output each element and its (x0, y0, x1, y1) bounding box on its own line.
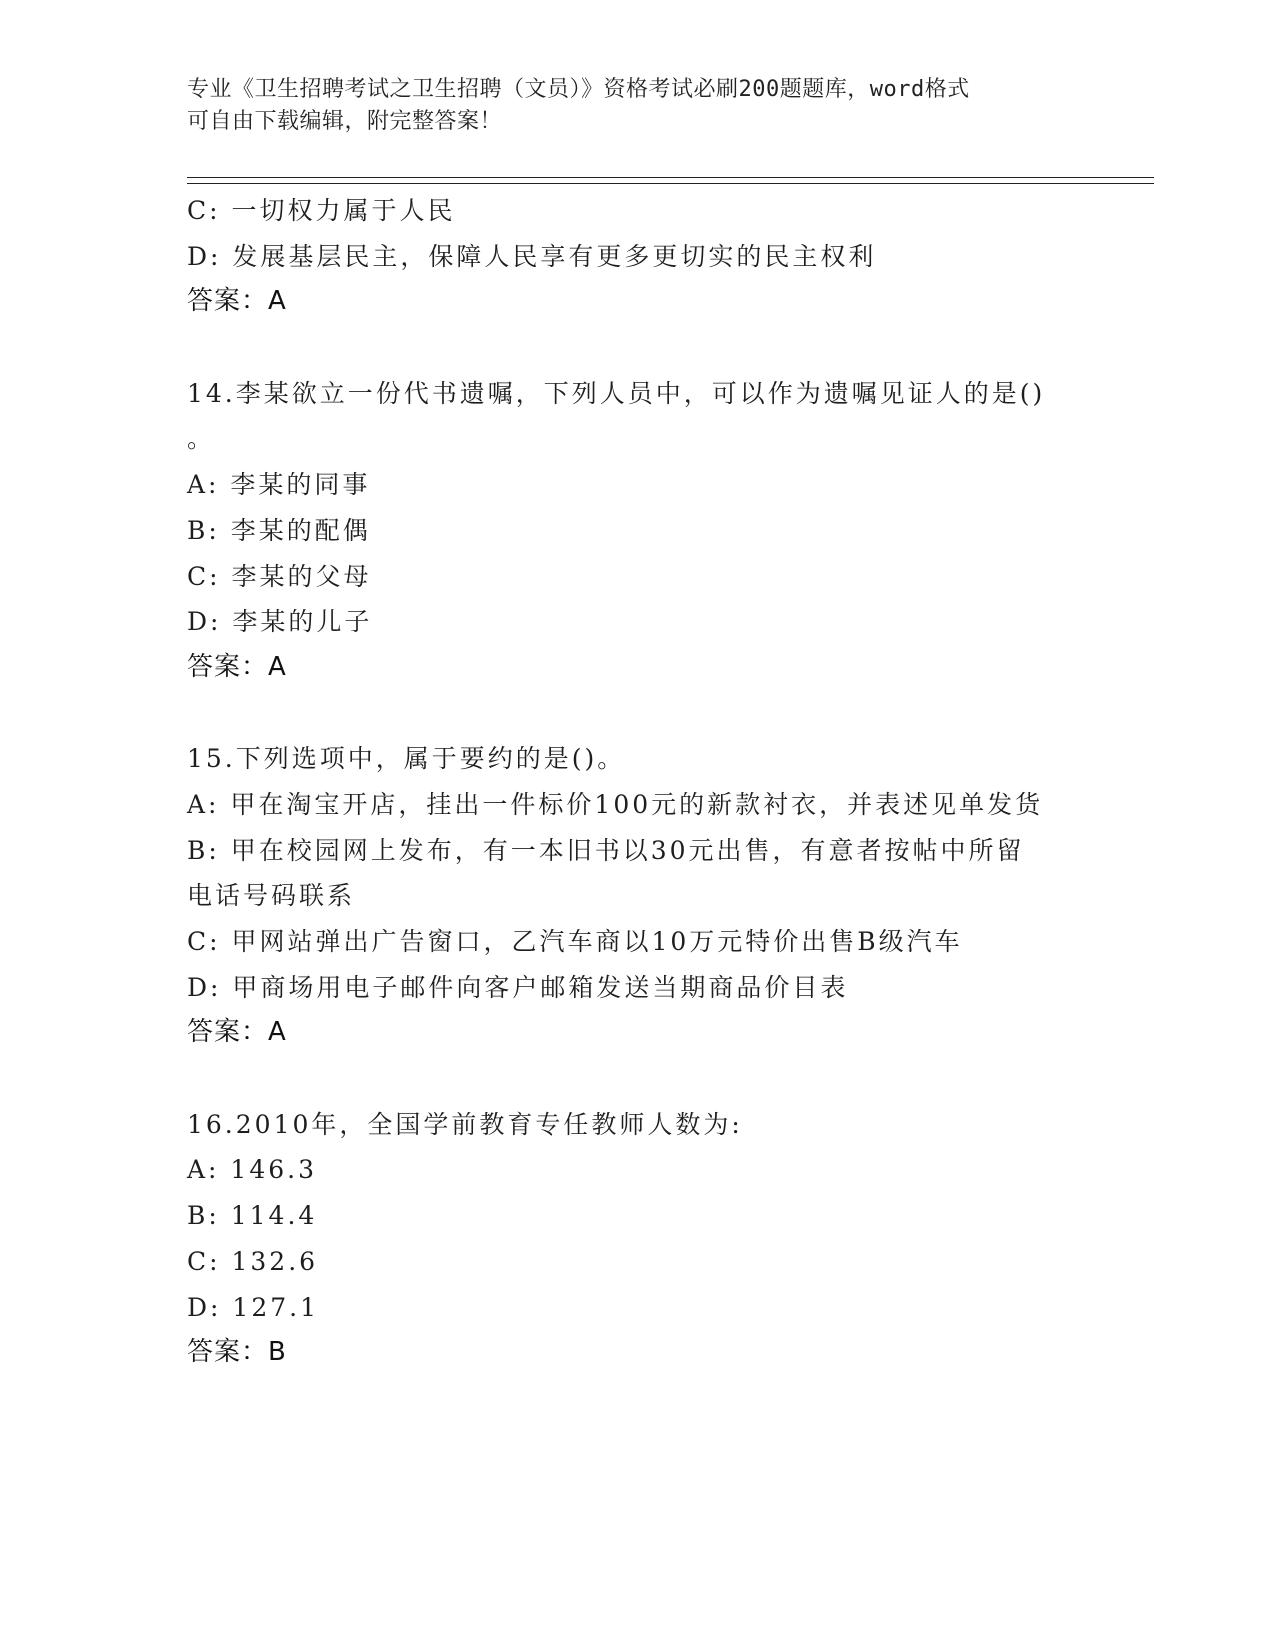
option-c: C: 李某的父母 (187, 561, 372, 591)
option-a: A: 146.3 (187, 1155, 317, 1185)
answer-line: 答案：A (187, 286, 287, 317)
option-a: A: 李某的同事 (187, 470, 371, 500)
option-b: B: 甲在校园网上发布，有一本旧书以30元出售，有意者按帖中所留 (187, 835, 1025, 865)
question-stem: 14.李某欲立一份代书遗嘱，下列人员中，可以作为遗嘱见证人的是() (187, 378, 1046, 408)
option-c: C: 132.6 (187, 1246, 319, 1276)
header-divider-top (187, 177, 1154, 178)
question-stem: 15.下列选项中，属于要约的是()。 (187, 744, 626, 774)
spacer (187, 325, 1087, 371)
header-divider-bottom (187, 183, 1154, 184)
option-d: D: 李某的儿子 (187, 607, 373, 637)
option-b: B: 114.4 (187, 1201, 318, 1231)
option-a: A: 甲在淘宝开店，挂出一件标价100元的新款衬衣，并表述见单发货 (187, 789, 1044, 819)
header-title-line-1: 专业《卫生招聘考试之卫生招聘（文员）》资格考试必刷200题题库，word格式 (187, 77, 970, 102)
spacer (187, 1056, 1087, 1102)
option-c: C: 甲网站弹出广告窗口，乙汽车商以10万元特价出售B级汽车 (187, 927, 963, 956)
question-stem-continued: 。 (187, 424, 216, 454)
question-14 (187, 371, 1087, 691)
option-d: D: 发展基层民主，保障人民享有更多更切实的民主权利 (187, 241, 877, 271)
option-b-continued: 电话号码联系 (187, 881, 356, 911)
answer-line: 答案：B (187, 1337, 287, 1368)
answer-line: 答案：A (187, 1017, 287, 1048)
option-d: D: 127.1 (187, 1292, 319, 1322)
question-13-tail (187, 188, 1087, 325)
header-title-line-2: 可自由下载编辑，附完整答案！ (187, 109, 503, 134)
answer-line: 答案：A (187, 651, 287, 682)
option-b: B: 李某的配偶 (187, 515, 371, 545)
question-stem: 16.2010年，全国学前教育专任教师人数为: (187, 1109, 743, 1139)
question-15 (187, 736, 1087, 1056)
option-d: D: 甲商场用电子邮件向客户邮箱发送当期商品价目表 (187, 972, 849, 1002)
question-16 (187, 1102, 1087, 1376)
option-c: C: 一切权力属于人民 (187, 196, 456, 225)
question-list (187, 188, 1087, 1376)
spacer (187, 691, 1087, 737)
document-header (187, 74, 1067, 138)
